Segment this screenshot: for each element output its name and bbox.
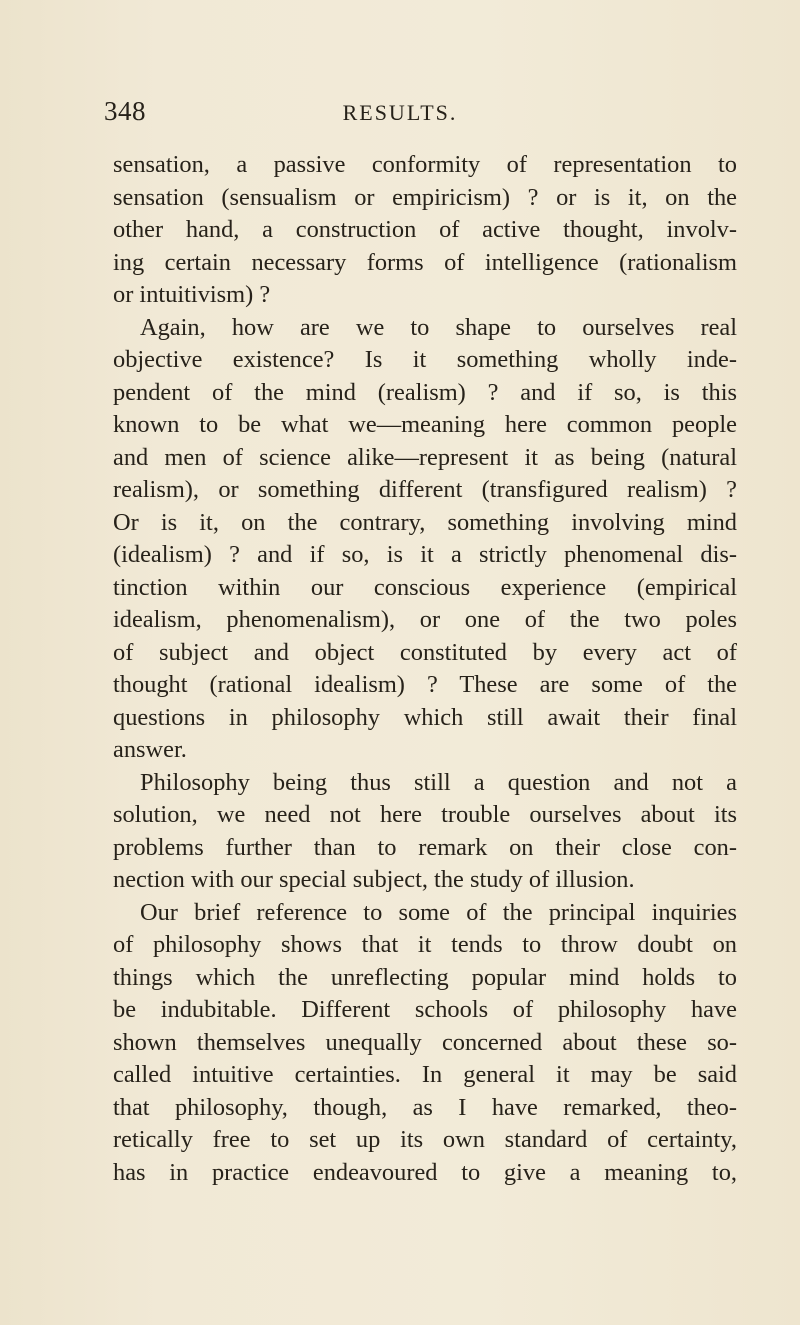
text-line: has in practice endeavoured to give a meaning to, bbox=[113, 1158, 737, 1186]
text-line: (idealism) ? and if so, is it a strictly phenomenal dis- bbox=[113, 541, 737, 568]
page-header bbox=[0, 96, 800, 132]
text-line: tinction within our conscious experience (empirical bbox=[113, 573, 737, 601]
text-line: solution, we need not here trouble ourselves about its bbox=[113, 801, 737, 828]
text-line: sensation, a passive conformity of representation to bbox=[113, 151, 737, 178]
running-head: RESULTS. bbox=[342, 100, 458, 125]
text-line: sensation (sensualism or empiricism) ? or is it, on the bbox=[113, 183, 737, 211]
body-text bbox=[113, 149, 737, 1189]
text-line: questions in philosophy which still await their final bbox=[113, 703, 737, 731]
text-line: known to be what we—meaning here common people bbox=[113, 411, 737, 438]
text-line: problems further than to remark on their close con- bbox=[113, 833, 737, 861]
text-line: of philosophy shows that it tends to throw doubt on bbox=[113, 931, 737, 958]
text-line: of subject and object constituted by every act of bbox=[113, 638, 737, 666]
text-line: things which the unreflecting popular mind holds to bbox=[113, 963, 737, 991]
text-line: be indubitable. Different schools of philosophy have bbox=[113, 996, 737, 1023]
text-line: answer. bbox=[113, 736, 187, 763]
text-line: Or is it, on the contrary, something involving mind bbox=[113, 508, 737, 536]
text-line: Philosophy being thus still a question and not a bbox=[140, 768, 737, 796]
text-line: other hand, a construction of active thought, involv- bbox=[113, 216, 737, 243]
text-line: called intuitive certainties. In general it may be said bbox=[113, 1061, 737, 1088]
text-line: ing certain necessary forms of intelligence (rationalism bbox=[113, 248, 737, 276]
text-line: Our brief reference to some of the principal inquiries bbox=[140, 898, 737, 926]
text-line: nection with our special subject, the study of illusion. bbox=[113, 866, 635, 893]
page-number: 348 bbox=[104, 96, 146, 126]
text-line: idealism, phenomenalism), or one of the two poles bbox=[113, 606, 737, 633]
text-line: retically free to set up its own standard of certainty, bbox=[113, 1126, 737, 1153]
text-line: thought (rational idealism) ? These are some of the bbox=[113, 671, 737, 698]
text-line: and men of science alike—represent it as being (natural bbox=[113, 443, 737, 471]
text-line: shown themselves unequally concerned about these so- bbox=[113, 1028, 737, 1056]
text-line: objective existence? Is it something wholly inde- bbox=[113, 346, 737, 373]
text-line: pendent of the mind (realism) ? and if so, is this bbox=[113, 378, 737, 406]
text-line: or intuitivism) ? bbox=[113, 281, 271, 308]
text-line: that philosophy, though, as I have remarked, theo- bbox=[113, 1093, 737, 1121]
text-line: realism), or something different (transfigured realism) ? bbox=[113, 476, 737, 503]
text-line: Again, how are we to shape to ourselves real bbox=[140, 313, 737, 341]
